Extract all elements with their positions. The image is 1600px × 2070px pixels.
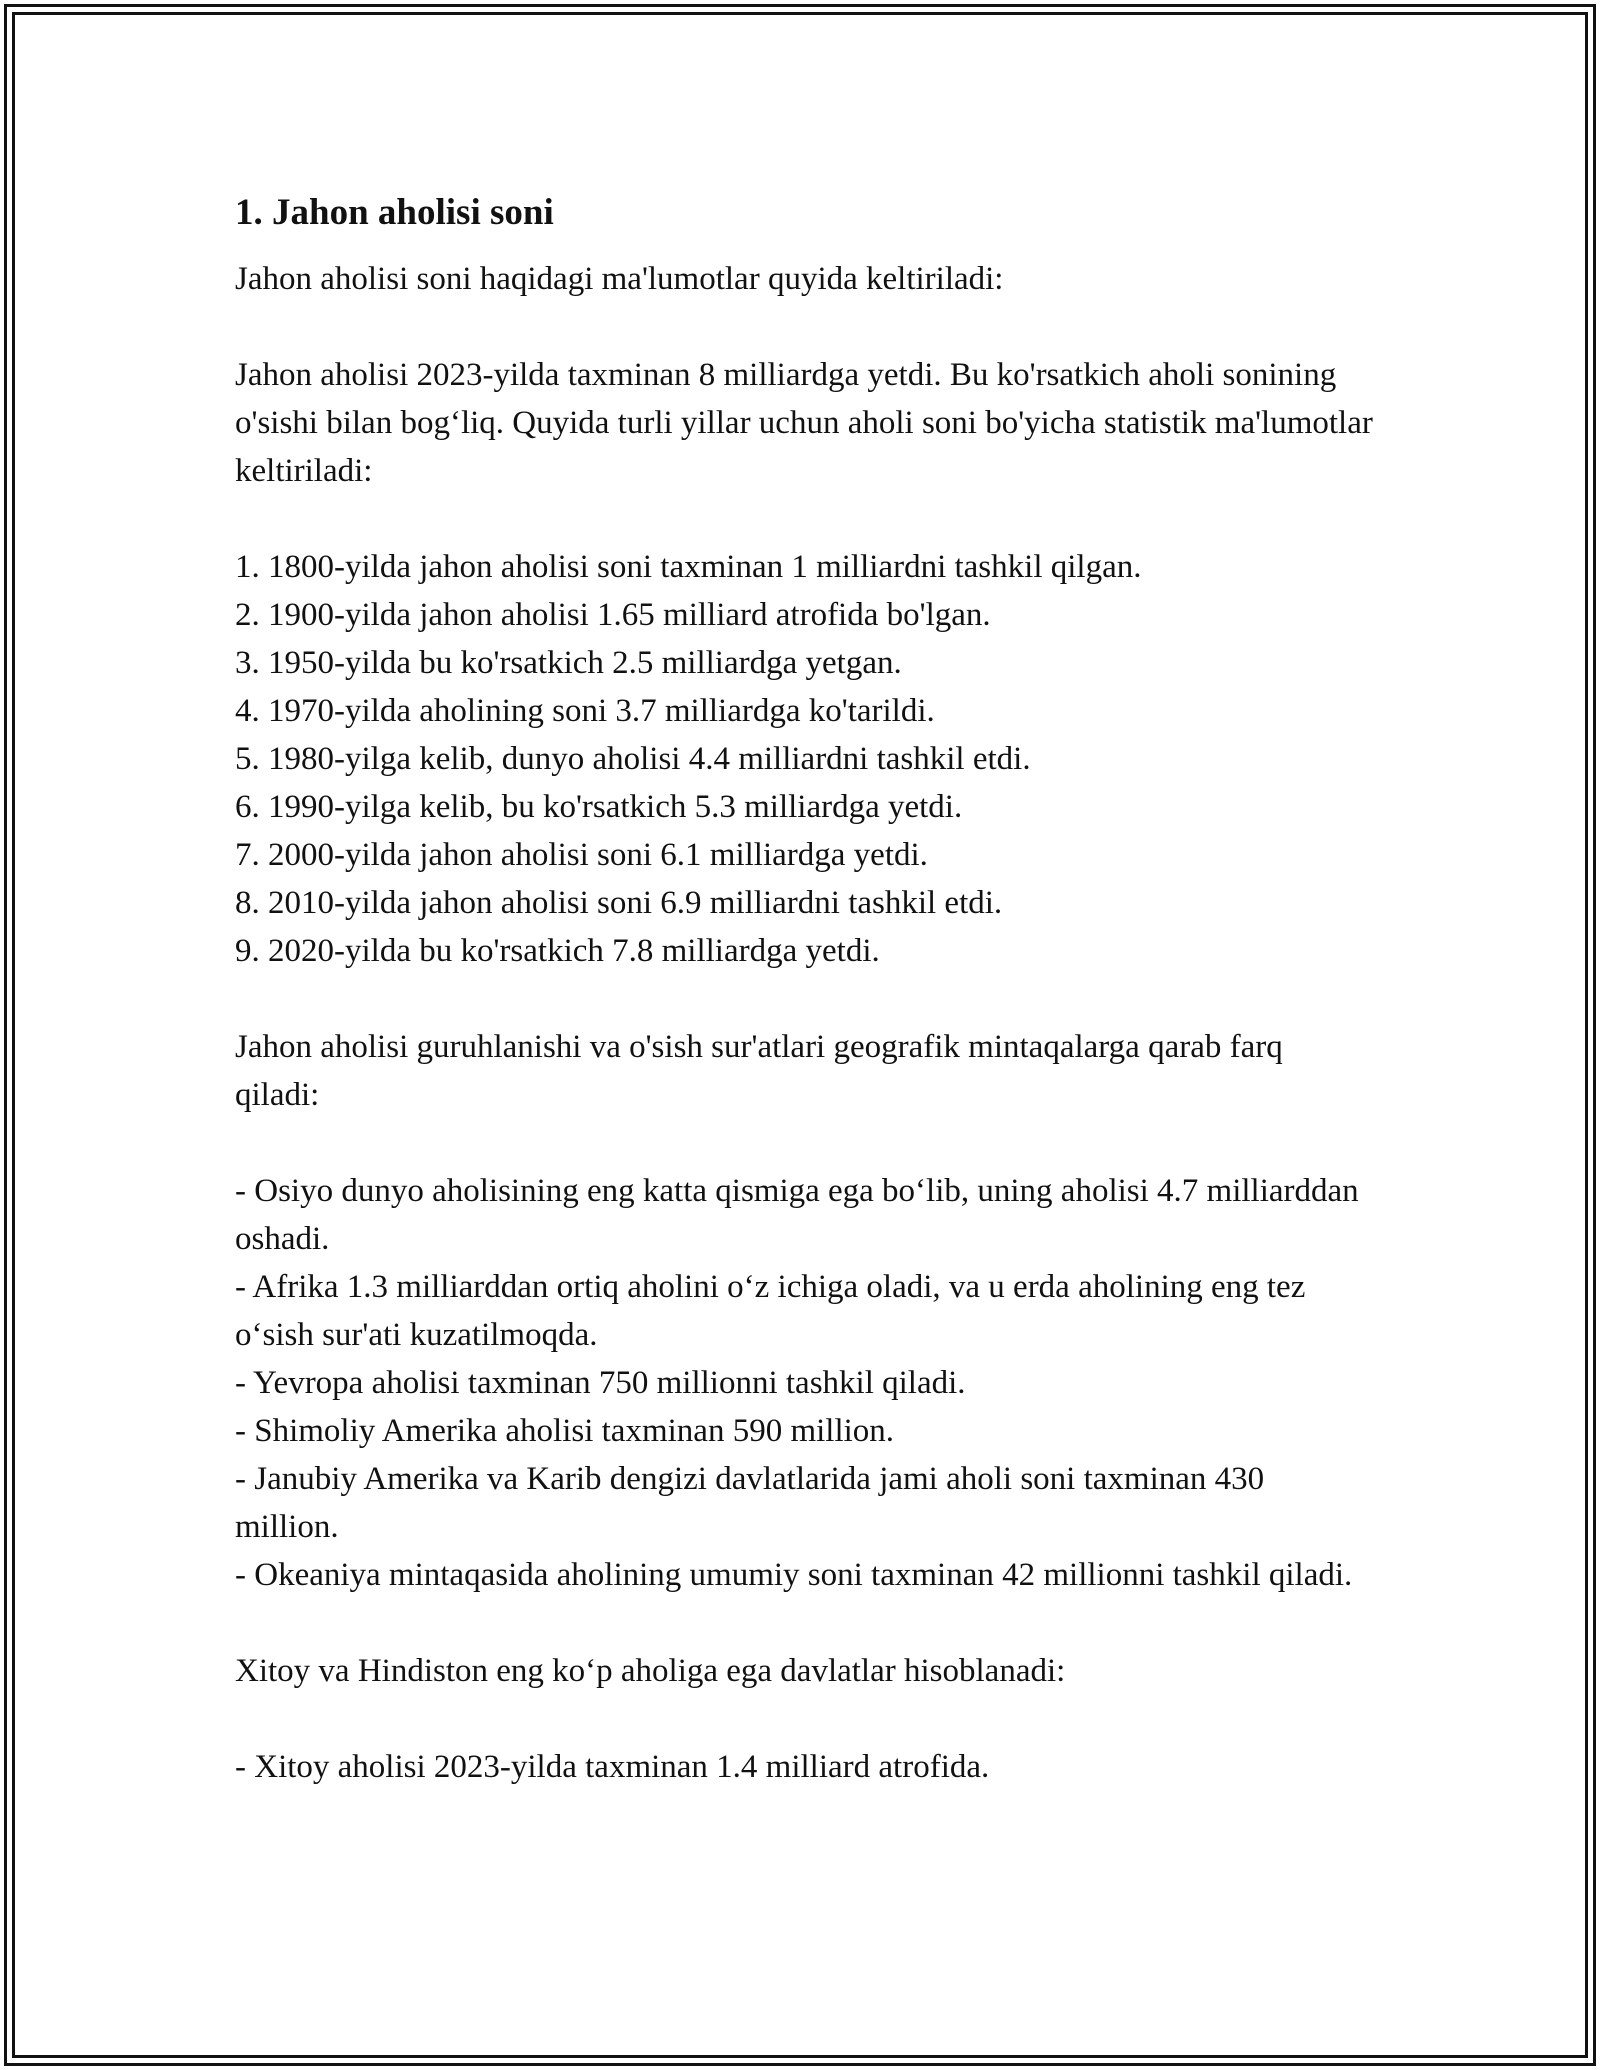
- list-item: - Yevropa aholisi taxminan 750 millionni tashkil qiladi.: [235, 1365, 966, 1401]
- list-item: 2. 1900-yilda jahon aholisi 1.65 milliard atrofida bo'lgan.: [235, 597, 991, 633]
- list-item: 5. 1980-yilga kelib, dunyo aholisi 4.4 milliardni tashkil etdi.: [235, 741, 1031, 777]
- list-item: 7. 2000-yilda jahon aholisi soni 6.1 milliardga yetdi.: [235, 837, 928, 873]
- countries-list: [235, 1743, 1375, 1791]
- document-body: [235, 185, 1375, 1791]
- list-item: - Xitoy aholisi 2023-yilda taxminan 1.4 milliard atrofida.: [235, 1749, 990, 1785]
- regions-paragraph: Jahon aholisi guruhlanishi va o'sish sur'atlari geografik mintaqalarga qarab farq qiladi:: [235, 1029, 1283, 1113]
- intro-paragraph: Jahon aholisi soni haqidagi ma'lumotlar quyida keltiriladi:: [235, 261, 1004, 297]
- countries-paragraph: Xitoy va Hindiston eng ko‘p aholiga ega davlatlar hisoblanadi:: [235, 1653, 1066, 1689]
- list-item: 3. 1950-yilda bu ko'rsatkich 2.5 milliardga yetgan.: [235, 645, 902, 681]
- years-list: [235, 543, 1375, 975]
- overview-paragraph: Jahon aholisi 2023-yilda taxminan 8 milliardga yetdi. Bu ko'rsatkich aholi sonining o'sishi bilan bog‘liq. Quyida turli yillar uchun aholi soni bo'yicha statistik ma'lumotlar keltiriladi:: [235, 357, 1373, 489]
- list-item: 4. 1970-yilda aholining soni 3.7 milliardga ko'tarildi.: [235, 693, 935, 729]
- list-item: 9. 2020-yilda bu ko'rsatkich 7.8 milliardga yetdi.: [235, 933, 880, 969]
- list-item: - Shimoliy Amerika aholisi taxminan 590 million.: [235, 1413, 895, 1449]
- list-item: 1. 1800-yilda jahon aholisi soni taxminan 1 milliardni tashkil qilgan.: [235, 549, 1142, 585]
- list-item: - Afrika 1.3 milliarddan ortiq aholini o‘z ichiga oladi, va u erda aholining eng tez o‘sish sur'ati kuzatilmoqda.: [235, 1269, 1306, 1353]
- list-item: - Osiyo dunyo aholisining eng katta qismiga ega bo‘lib, uning aholisi 4.7 milliarddan oshadi.: [235, 1173, 1359, 1257]
- list-item: - Janubiy Amerika va Karib dengizi davlatlarida jami aholi soni taxminan 430 million.: [235, 1461, 1265, 1545]
- list-item: 8. 2010-yilda jahon aholisi soni 6.9 milliardni tashkil etdi.: [235, 885, 1003, 921]
- list-item: 6. 1990-yilga kelib, bu ko'rsatkich 5.3 milliardga yetdi.: [235, 789, 963, 825]
- regions-list: [235, 1167, 1375, 1599]
- list-item: - Okeaniya mintaqasida aholining umumiy soni taxminan 42 millionni tashkil qiladi.: [235, 1557, 1353, 1593]
- section-heading: 1. Jahon aholisi soni: [235, 192, 554, 233]
